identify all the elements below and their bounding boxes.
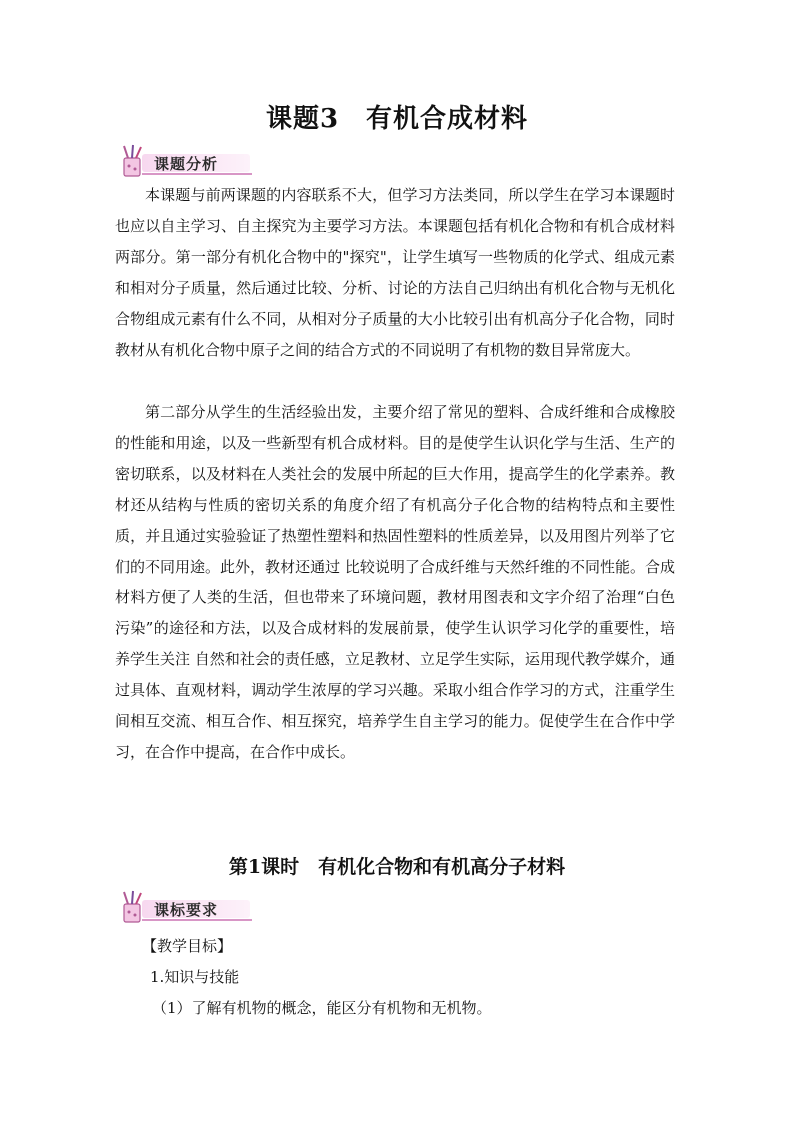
- section-badge-standards: [116, 890, 256, 926]
- lesson-title: 第1课时 有机化合物和有机高分子材料: [228, 856, 566, 878]
- section-badge-analysis: [116, 144, 256, 180]
- paragraph-analysis-1: 本课题与前两课题的内容联系不大，但学习方法类同，所以学生在学习本课题时也应以自主学习、自主探究为主要学习方法。本课题包括有机化合物和有机合成材料两部分。第一部分有机化合物中的"探究"，让学生填写一些物质的化学式、组成元素和相对分子质量，然后通过比较、分析、讨论的方法自己归纳出有机化合物与无机化合物组成元素有什么不同，从相对分子质量的大小比较引出有机高分子化合物，同时教材从有机化合物中原子之间的结合方式的不同说明了有机物的数目异常庞大。: [115, 186, 675, 359]
- objectives-heading: 【教学目标】: [142, 937, 233, 955]
- knowledge-heading: 1.知识与技能: [150, 968, 240, 986]
- pencil-cup-icon: [116, 144, 152, 180]
- pencil-cup-icon: [116, 890, 152, 926]
- paragraph-analysis-2: 第二部分从学生的生活经验出发，主要介绍了常见的塑料、合成纤维和合成橡胶的性能和用途，以及一些新型有机合成材料。目的是使学生认识化学与生活、生产的密切联系，以及材料在人类社会的发展中所起的巨大作用，提高学生的化学素养。教材还从结构与性质的密切关系的角度介绍了有机高分子化合物的结构特点和主要性质，并且通过实验验证了热塑性塑料和热固性塑料的性质差异，以及用图片列举了它们的不同用途。此外，教材还通过 比较说明了合成纤维与天然纤维的不同性能。合成材料方便了人类的生活，但也带来了环境问题，教材用图表和文字介绍了治理“白色污染”的途径和方法，以及合成材料的发展前景，使学生认识学习化学的重要性，培养学生关注 自然和社会的责任感，立足教材、立足学生实际，运用现代教学媒介，通过具体、直观材料，调动学生浓厚的学习兴趣。采取小组合作学习的方式，注重学生间相互交流、相互合作、相互探究，培养学生自主学习的能力。促使学生在合作中学习，在合作中提高，在合作中成长。: [115, 403, 675, 761]
- page-title: 课题3 有机合成材料: [265, 104, 529, 134]
- objective-item-1: （1）了解有机物的概念，能区分有机物和无机物。: [152, 999, 492, 1017]
- badge-label: 课标要求: [154, 901, 219, 919]
- badge-label: 课题分析: [154, 155, 219, 173]
